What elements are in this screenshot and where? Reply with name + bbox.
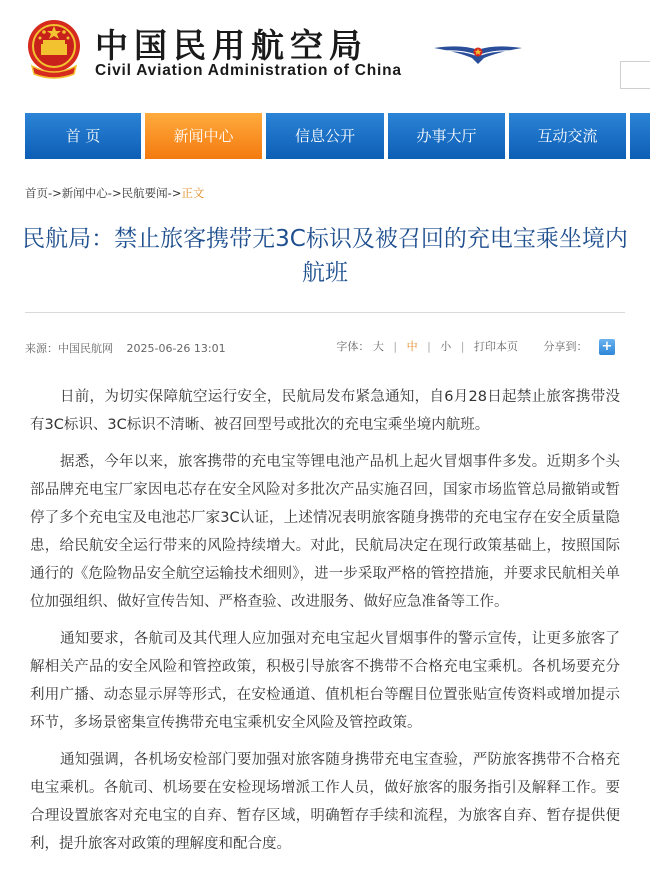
article-date: 2025-06-26 13:01	[126, 342, 226, 355]
nav-item-info-disclosure[interactable]	[266, 113, 384, 159]
breadcrumb-separator: ->	[167, 186, 182, 200]
share-plus-icon[interactable]: +	[599, 339, 615, 355]
nav-item-home[interactable]	[25, 113, 141, 159]
font-size-large-button[interactable]: 大	[372, 340, 384, 353]
nav-item-more[interactable]	[630, 113, 650, 159]
main-nav	[0, 113, 650, 159]
article-title: 民航局：禁止旅客携带无3C标识及被召回的充电宝乘坐境内航班	[22, 226, 628, 286]
breadcrumb-separator: ->	[107, 186, 122, 200]
breadcrumb-current: 正文	[181, 186, 205, 200]
print-page-button[interactable]: 打印本页	[474, 340, 518, 353]
article-tools	[336, 338, 615, 355]
article-source: 来源：中国民航网	[25, 342, 113, 355]
site-title-chinese: 中国民用航空局	[95, 26, 368, 65]
article-paragraph: 日前，为切实保障航空运行安全，民航局发布紧急通知，自6月28日起禁止旅客携带没有3C标识、3C标识不清晰、被召回型号或批次的充电宝乘坐境内航班。	[30, 389, 620, 433]
divider: |	[393, 340, 398, 353]
article-meta-info	[25, 340, 236, 356]
nav-item-label: 新闻中心	[173, 127, 234, 145]
font-size-small-button[interactable]: 小	[440, 340, 452, 353]
nav-item-service-hall[interactable]	[388, 113, 505, 159]
nav-item-label: 首 页	[65, 127, 101, 145]
breadcrumb	[25, 185, 204, 201]
article-meta-bar	[25, 312, 625, 357]
article-body	[30, 383, 620, 867]
national-emblem-icon	[26, 18, 82, 80]
breadcrumb-news-highlights[interactable]: 民航要闻	[121, 186, 168, 200]
breadcrumb-home[interactable]: 首页	[25, 186, 48, 200]
nav-item-news-center[interactable]	[145, 113, 262, 159]
share-label: 分享到：	[543, 340, 588, 353]
nav-item-label: 办事大厅	[416, 127, 477, 145]
breadcrumb-news-center[interactable]: 新闻中心	[61, 186, 108, 200]
nav-item-label: 互动交流	[537, 127, 598, 145]
site-header	[0, 0, 650, 112]
nav-item-interaction[interactable]	[509, 113, 626, 159]
breadcrumb-separator: ->	[48, 186, 62, 200]
divider: |	[427, 340, 431, 353]
divider: |	[460, 340, 465, 353]
font-size-medium-button[interactable]: 中	[406, 340, 418, 353]
site-title-english: Civil Aviation Administration of China	[95, 62, 402, 79]
article-paragraph: 据悉，今年以来，旅客携带的充电宝等锂电池产品机上起火冒烟事件多发。近期多个头部品牌充电宝厂家因电芯存在安全风险对多批次产品实施召回，国家市场监管总局撤销或暂停了多个充电宝及电池芯厂家3C认证，上述情况表明旅客随身携带的充电宝存在安全质量隐患，给民航安全运行带来的风险持续增大。对此，民航局决定在现行政策基础上，按照国际通行的《危险物品安全航空运输技术细则》，进一步采取严格的管控措施，并要求民航相关单位加强组织、做好宣传告知、严格查验、改进服务、做好应急准备等工作。	[30, 454, 620, 610]
caac-wing-logo-icon	[432, 38, 524, 70]
article-paragraph: 通知强调，各机场安检部门要加强对旅客随身携带充电宝查验，严防旅客携带不合格充电宝乘机。各航司、机场要在安检现场增派工作人员，做好旅客的服务指引及解释工作。要合理设置旅客对充电宝的自弃、暂存区域，明确暂存手续和流程，为旅客自弃、暂存提供便利，提升旅客对政策的理解度和配合度。	[30, 752, 620, 852]
nav-item-label: 信息公开	[294, 127, 355, 145]
font-size-label: 字体：	[336, 340, 370, 353]
article-paragraph: 通知要求，各航司及其代理人应加强对充电宝起火冒烟事件的警示宣传，让更多旅客了解相关产品的安全风险和管控政策，积极引导旅客不携带不合格充电宝乘机。各机场要充分利用广播、动态显示屏等形式，在安检通道、值机柜台等醒目位置张贴宣传资料或增加提示环节，多场景密集宣传携带充电宝乘机安全风险及管控政策。	[30, 631, 620, 731]
search-input[interactable]	[620, 61, 650, 89]
